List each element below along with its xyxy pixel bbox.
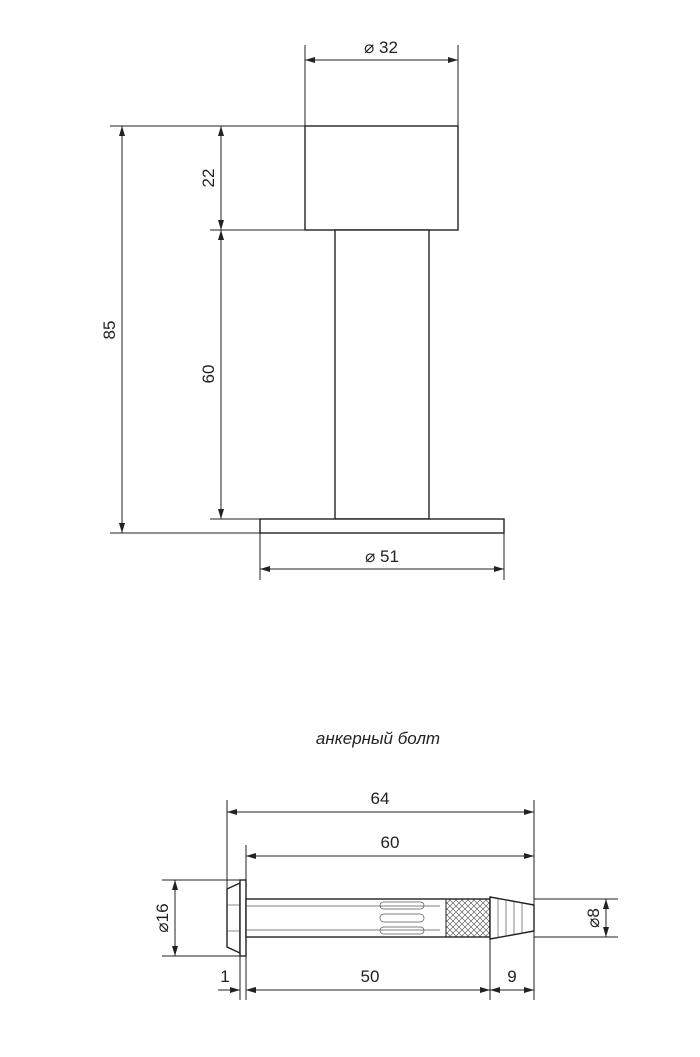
stopper-base [260, 519, 504, 533]
stopper-head [305, 126, 458, 230]
dimension-bolt-tip-diameter [534, 899, 618, 937]
dim-bolt-total-length-label: 64 [370, 789, 390, 808]
dim-head-height-label: 22 [199, 168, 218, 188]
dim-total-height-label: 85 [100, 320, 119, 340]
dimension-base-diameter [260, 533, 504, 580]
bolt-knurl [446, 899, 490, 937]
dim-bolt-collar-label: 1 [220, 967, 230, 986]
dimension-bolt-body-length [246, 833, 534, 880]
dimension-bolt-collar [218, 956, 262, 1000]
bolt-tip [490, 897, 534, 939]
dim-top-diameter-label: ⌀ 32 [364, 38, 398, 57]
anchor-bolt-drawing [153, 789, 618, 1000]
bolt-collar [240, 880, 246, 956]
door-stopper-drawing [100, 38, 504, 580]
bolt-hex-head [227, 883, 240, 953]
dim-bolt-shank-label: 50 [360, 967, 380, 986]
dim-base-diameter-label: ⌀ 51 [365, 547, 399, 566]
dim-bolt-body-length-label: 60 [380, 833, 400, 852]
dimension-bolt-total-length [227, 789, 534, 1000]
dim-bolt-tip-label: 9 [507, 967, 517, 986]
dimension-bolt-shank [246, 939, 490, 1000]
dim-post-height-label: 60 [199, 364, 218, 384]
dimension-bolt-tip [490, 967, 534, 990]
dimension-top-diameter [305, 38, 458, 126]
dim-bolt-tip-diameter-label: ⌀8 [584, 908, 603, 928]
dimension-post-height [199, 230, 260, 519]
bolt-caption: анкерный болт [315, 729, 441, 748]
stopper-post [335, 230, 429, 519]
dim-bolt-head-diameter-label: ⌀16 [153, 903, 172, 933]
